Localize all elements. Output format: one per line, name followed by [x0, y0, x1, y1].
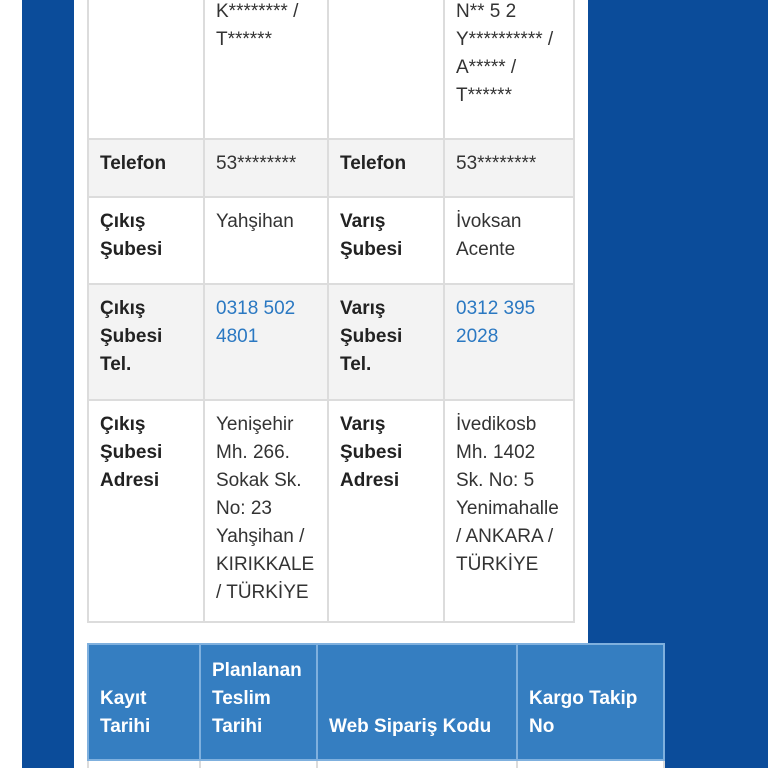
- column-header-tracking-number: [517, 644, 664, 760]
- arrival-branch-value: [444, 197, 574, 284]
- departure-branch-phone-value: [204, 284, 328, 400]
- branch-phone-row: [88, 284, 574, 400]
- sender-name-label-cell: [88, 0, 204, 139]
- label-line: Çıkış: [100, 298, 146, 319]
- departure-branch-phone-link[interactable]: [216, 298, 295, 347]
- receiver-name-line: Y********** /: [456, 29, 554, 50]
- header-line: Planlanan: [212, 660, 302, 681]
- column-header-planned-delivery-date: [200, 644, 317, 760]
- table-cell: [317, 760, 517, 768]
- label-line: Adresi: [340, 470, 400, 491]
- label-line: Şubesi: [100, 239, 163, 260]
- header-line: Tarihi: [212, 716, 263, 737]
- departure-branch-value: Yahşihan: [204, 197, 328, 284]
- sender-name-line: K******** /: [216, 1, 299, 22]
- value-line: İvoksan: [456, 211, 522, 232]
- sender-phone-label: Telefon: [88, 139, 204, 197]
- label-line: Varış: [340, 414, 386, 435]
- address-line: Sokak Sk.: [216, 470, 302, 491]
- arrival-branch-address-label: [328, 400, 444, 622]
- arrival-branch-phone-value: [444, 284, 574, 400]
- address-line: Mh. 266.: [216, 442, 290, 463]
- address-line: İvedikosb: [456, 414, 537, 435]
- address-line: Sk. No: 5: [456, 470, 535, 491]
- sender-name-value: [204, 0, 328, 139]
- departure-branch-phone-label: [88, 284, 204, 400]
- table-cell: [517, 760, 664, 768]
- link-line: 2028: [456, 326, 499, 347]
- sender-name-line: T******: [216, 29, 272, 50]
- order-table: [87, 643, 665, 768]
- label-line: Şubesi: [100, 442, 163, 463]
- header-line: Web Sipariş Kodu: [329, 716, 492, 737]
- label-line: Tel.: [100, 354, 132, 375]
- table-row: [88, 760, 664, 768]
- table-cell: [88, 760, 200, 768]
- link-line: 0312 395: [456, 298, 536, 319]
- label-line: Çıkış: [100, 414, 146, 435]
- receiver-phone-value: 53********: [444, 139, 574, 197]
- receiver-name-line: N** 5 2: [456, 1, 517, 22]
- branch-address-row: [88, 400, 574, 622]
- column-header-web-order-code: [317, 644, 517, 760]
- receiver-name-line: A***** /: [456, 57, 517, 78]
- label-line: Şubesi: [340, 442, 403, 463]
- receiver-name-value: [444, 0, 574, 139]
- left-edge-strip: [0, 0, 22, 768]
- header-line: Kayıt: [100, 688, 147, 709]
- link-line: 0318 502: [216, 298, 296, 319]
- arrival-branch-phone-link[interactable]: [456, 298, 535, 347]
- receiver-phone-label: Telefon: [328, 139, 444, 197]
- departure-branch-address-value: [204, 400, 328, 622]
- branch-row: [88, 197, 574, 284]
- departure-branch-address-label: [88, 400, 204, 622]
- address-line: Yenimahalle: [456, 498, 559, 519]
- arrival-branch-label: [328, 197, 444, 284]
- column-header-registration-date: [88, 644, 200, 760]
- label-line: Adresi: [100, 470, 160, 491]
- receiver-name-line: T******: [456, 85, 512, 106]
- table-cell: [200, 760, 317, 768]
- shipment-info-table: [87, 0, 575, 623]
- label-line: Varış: [340, 211, 386, 232]
- address-line: KIRIKKALE: [216, 554, 315, 575]
- arrival-branch-phone-label: [328, 284, 444, 400]
- address-line: No: 23: [216, 498, 272, 519]
- header-line: No: [529, 716, 555, 737]
- address-line: / TÜRKİYE: [216, 582, 309, 603]
- address-line: / ANKARA /: [456, 526, 554, 547]
- address-line: Yenişehir: [216, 414, 294, 435]
- address-line: TÜRKİYE: [456, 554, 539, 575]
- label-line: Şubesi: [100, 326, 163, 347]
- receiver-name-label-cell: [328, 0, 444, 139]
- header-line: Teslim: [212, 688, 271, 709]
- departure-branch-label: [88, 197, 204, 284]
- label-line: Şubesi: [340, 326, 403, 347]
- arrival-branch-address-value: [444, 400, 574, 622]
- value-line: Acente: [456, 239, 516, 260]
- label-line: Çıkış: [100, 211, 146, 232]
- name-row: [88, 0, 574, 139]
- label-line: Şubesi: [340, 239, 403, 260]
- address-line: Yahşihan /: [216, 526, 305, 547]
- address-line: Mh. 1402: [456, 442, 536, 463]
- header-line: Tarihi: [100, 716, 151, 737]
- label-line: Tel.: [340, 354, 372, 375]
- sender-phone-value: 53********: [204, 139, 328, 197]
- label-line: Varış: [340, 298, 386, 319]
- link-line: 4801: [216, 326, 259, 347]
- phone-row: [88, 139, 574, 197]
- header-line: Kargo Takip: [529, 688, 638, 709]
- order-table-header-row: [88, 644, 664, 760]
